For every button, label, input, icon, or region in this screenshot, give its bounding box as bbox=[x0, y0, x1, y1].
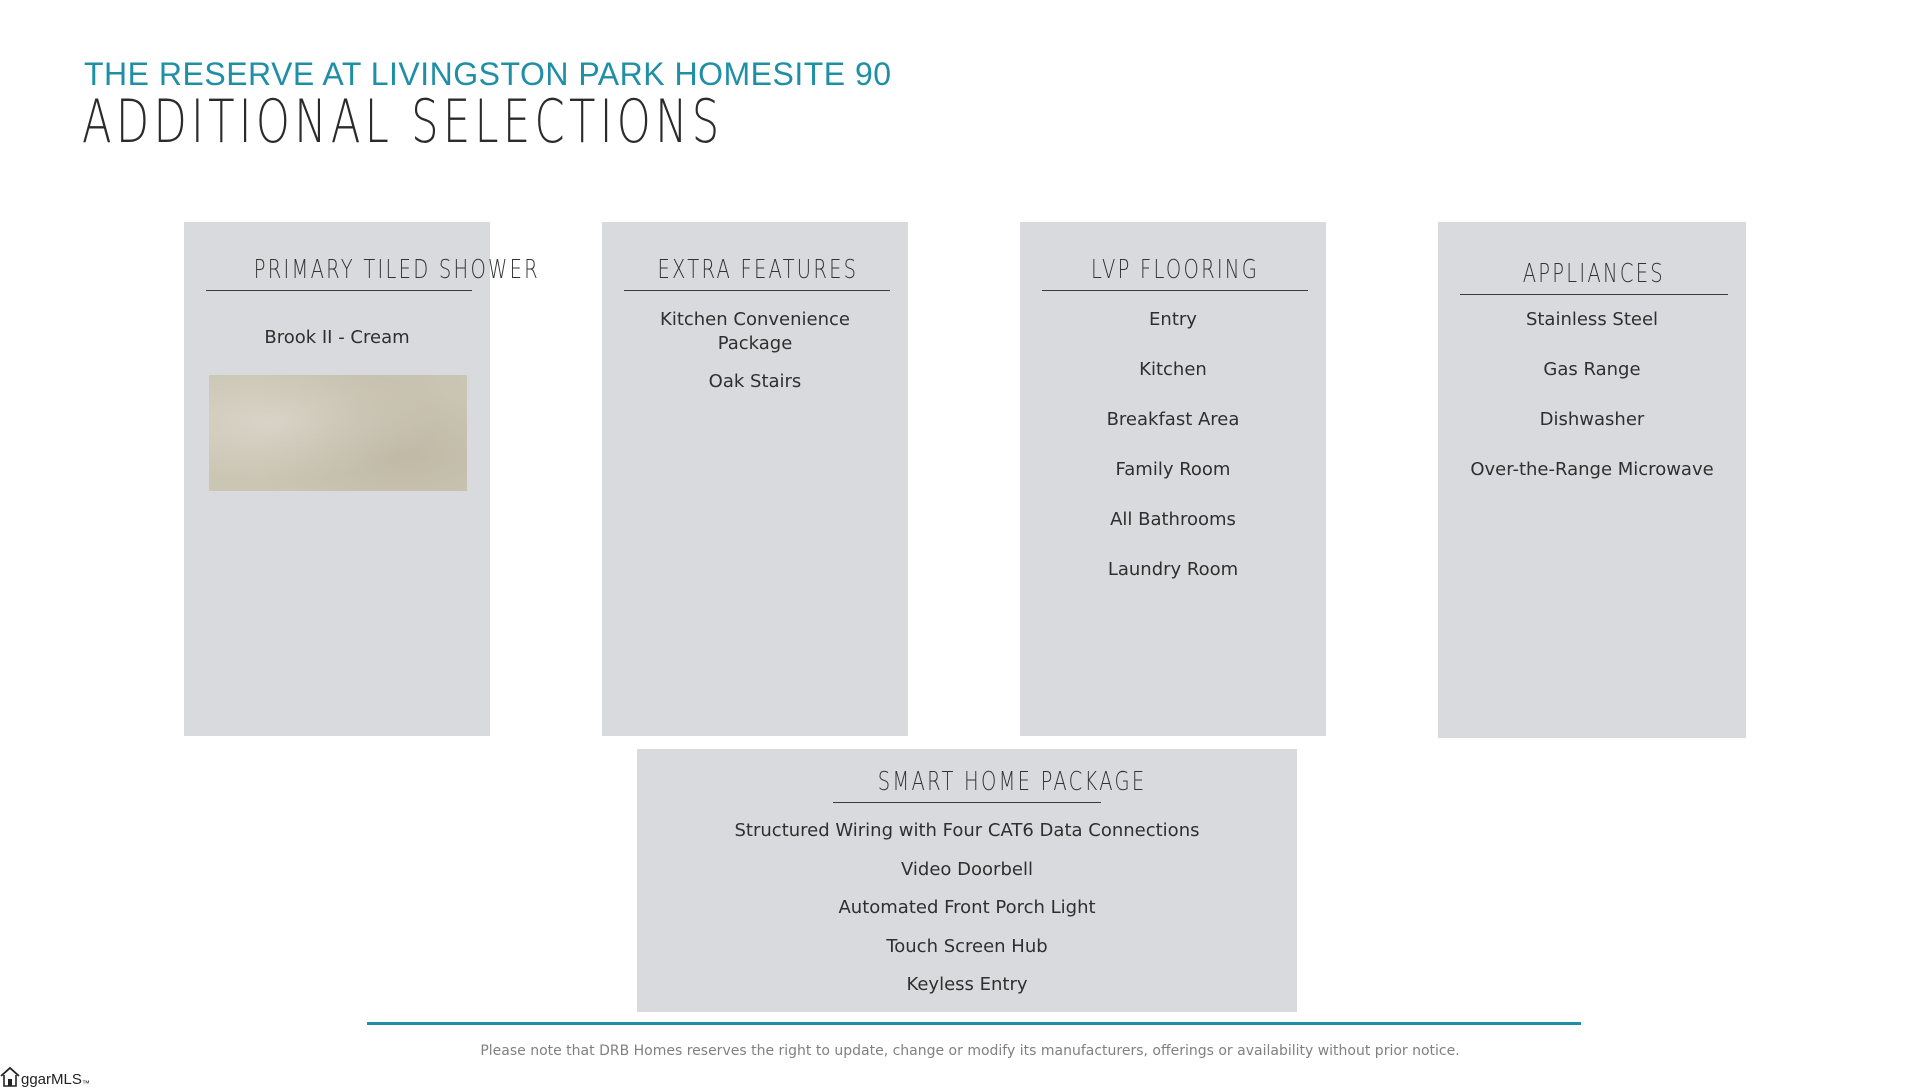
house-icon bbox=[0, 1066, 20, 1088]
selection-list bbox=[602, 308, 908, 420]
smart-home-package-heading: SMART HOME PACKAGE bbox=[877, 767, 1147, 797]
panel-heading bbox=[1042, 250, 1308, 291]
list-item: Structured Wiring with Four CAT6 Data Connections bbox=[734, 820, 1200, 841]
panel-heading bbox=[1460, 254, 1728, 295]
list-item: Gas Range bbox=[1543, 359, 1641, 380]
panel-heading bbox=[206, 250, 540, 291]
panel-heading bbox=[833, 762, 1147, 803]
lvp-flooring-heading: LVP FLOORING bbox=[1090, 255, 1260, 285]
primary-tiled-shower-heading: PRIMARY TILED SHOWER bbox=[253, 255, 540, 285]
smart-home-package-panel bbox=[637, 749, 1297, 1012]
trademark-mark: ™ bbox=[81, 1079, 90, 1088]
list-item: Kitchen bbox=[1139, 359, 1207, 380]
list-item: Breakfast Area bbox=[1106, 409, 1240, 430]
list-item: Brook II - Cream bbox=[264, 327, 410, 348]
page-subtitle: THE RESERVE AT LIVINGSTON PARK HOMESITE 90 bbox=[84, 56, 892, 92]
disclaimer-text: Please note that DRB Homes reserves the right to update, change or modify its manufacturers, offerings or availability without prior notice. bbox=[480, 1043, 1460, 1059]
page-title: ADDITIONAL SELECTIONS bbox=[82, 87, 724, 157]
list-item: Kitchen Convenience Package bbox=[660, 309, 850, 354]
selection-list bbox=[1438, 308, 1746, 508]
lvp-flooring-panel bbox=[1020, 222, 1326, 736]
list-item: Dishwasher bbox=[1539, 409, 1645, 430]
footer-divider bbox=[367, 1022, 1581, 1025]
list-item: Oak Stairs bbox=[708, 371, 802, 392]
list-item: Laundry Room bbox=[1107, 559, 1239, 580]
mls-logo bbox=[0, 1064, 90, 1088]
appliances-panel bbox=[1438, 222, 1746, 738]
selection-list bbox=[1020, 308, 1326, 608]
list-item: All Bathrooms bbox=[1110, 509, 1236, 530]
logo-text: ggarMLS bbox=[21, 1071, 82, 1088]
selection-list bbox=[184, 326, 490, 376]
list-item: Automated Front Porch Light bbox=[838, 897, 1096, 918]
extra-features-panel bbox=[602, 222, 908, 736]
primary-tiled-shower-panel bbox=[184, 222, 540, 736]
list-item: Keyless Entry bbox=[906, 974, 1028, 995]
list-item: Family Room bbox=[1115, 459, 1231, 480]
list-item: Over-the-Range Microwave bbox=[1470, 459, 1714, 480]
extra-features-heading: EXTRA FEATURES bbox=[657, 255, 859, 285]
list-item: Stainless Steel bbox=[1525, 309, 1659, 330]
panel-heading bbox=[624, 250, 890, 291]
list-item: Video Doorbell bbox=[901, 858, 1033, 880]
list-item: Touch Screen Hub bbox=[886, 935, 1048, 957]
appliances-heading: APPLIANCES bbox=[1522, 259, 1666, 289]
tile-swatch-image bbox=[209, 375, 467, 491]
list-item: Entry bbox=[1149, 309, 1197, 330]
selection-list bbox=[637, 819, 1297, 1012]
